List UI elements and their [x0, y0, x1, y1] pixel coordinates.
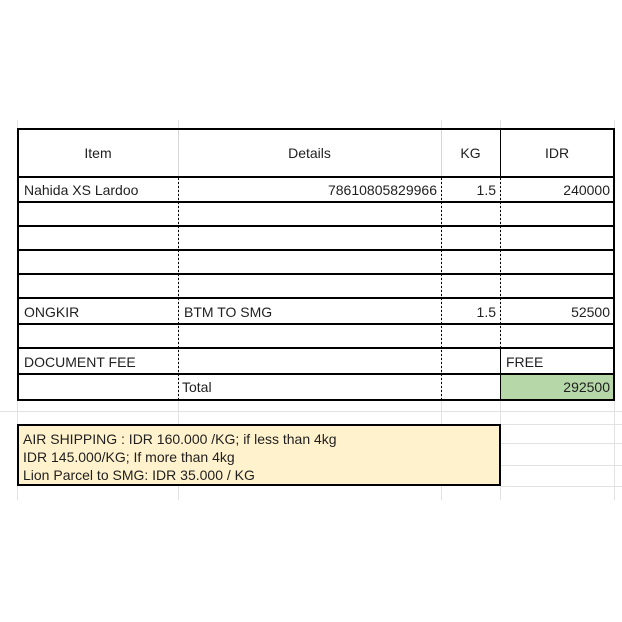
note-line-lion-parcel: Lion Parcel to SMG: IDR 35.000 / KG — [23, 467, 255, 483]
note-line-more-than-4kg: IDR 145.000/KG; If more than 4kg — [23, 449, 235, 465]
row-ongkir-kg[interactable]: 1.5 — [476, 303, 496, 320]
row-document-fee-item[interactable]: DOCUMENT FEE — [24, 353, 136, 370]
header-kg[interactable]: KG — [460, 144, 481, 161]
row-1-item[interactable]: Nahida XS Lardoo — [24, 181, 139, 198]
header-idr[interactable]: IDR — [544, 144, 570, 161]
header-details[interactable]: Details — [288, 144, 331, 161]
row-1-details[interactable]: 78610805829966 — [327, 181, 437, 198]
row-ongkir-details[interactable]: BTM TO SMG — [184, 303, 273, 320]
row-document-fee-idr[interactable]: FREE — [506, 353, 544, 370]
shipping-notes-box[interactable] — [17, 424, 501, 486]
row-1-idr[interactable]: 240000 — [563, 181, 610, 198]
row-1-kg[interactable]: 1.5 — [476, 181, 496, 198]
header-item[interactable]: Item — [84, 144, 112, 161]
total-label[interactable]: Total — [182, 379, 212, 395]
total-value[interactable]: 292500 — [563, 379, 610, 395]
note-line-air-shipping: AIR SHIPPING : IDR 160.000 /KG; if less than 4kg — [23, 431, 337, 447]
row-ongkir-idr[interactable]: 52500 — [571, 303, 610, 320]
row-ongkir-item[interactable]: ONGKIR — [24, 303, 80, 320]
